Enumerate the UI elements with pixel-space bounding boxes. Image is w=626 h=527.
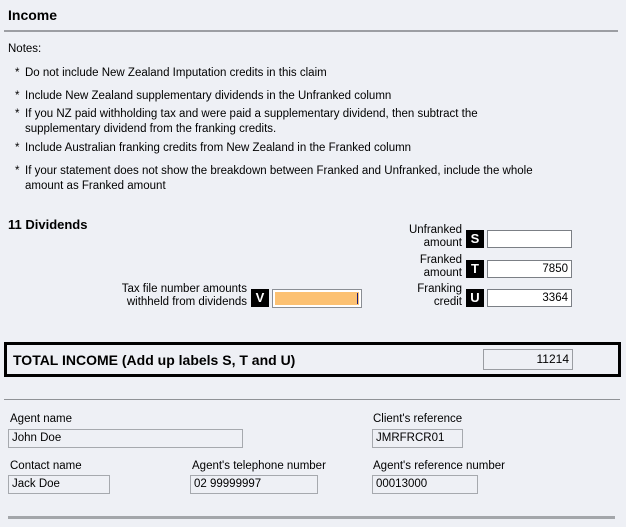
contact-name-label: Contact name [10,460,82,472]
notes-heading: Notes: [8,43,42,55]
franking-credit-label: Franking credit [417,283,462,308]
note-item [15,164,560,194]
note-text: If your statement does not show the breakdown between Franked and Unfranked, include the whole amount as Franked amount [25,165,533,192]
agent-reference-field[interactable]: 00013000 [372,475,478,494]
section-divider [4,399,620,400]
agent-reference-label: Agent's reference number [373,460,505,472]
total-income-value: 11214 [483,349,573,370]
total-income-label: TOTAL INCOME (Add up labels S, T and U) [13,352,296,368]
contact-name-field[interactable]: Jack Doe [8,475,110,494]
bullet: * [15,108,20,120]
note-item [15,89,391,104]
note-text: If you NZ paid withholding tax and were paid a supplementary dividend, then subtract the supplementary dividend from the franking credits. [25,108,478,135]
label-tag-u: U [466,289,484,307]
text-caret [357,293,358,304]
note-text: Include Australian franking credits from New Zealand in the Franked column [25,142,412,154]
agent-telephone-field[interactable]: 02 99999997 [190,475,318,494]
franking-credit-input[interactable]: 3364 [487,289,572,307]
note-item [15,66,327,81]
agent-telephone-label: Agent's telephone number [192,460,326,472]
bullet: * [15,165,20,177]
franked-amount-label: Franked amount [419,254,462,279]
tfn-withheld-label: Tax file number amounts withheld from dividends [121,283,247,308]
total-income-box [4,342,621,377]
note-item [15,107,540,137]
bullet: * [15,142,20,154]
note-text: Include New Zealand supplementary dividends in the Unfranked column [25,90,392,102]
clients-reference-field[interactable]: JMRFRCR01 [372,429,463,448]
agent-name-field[interactable]: John Doe [8,429,243,448]
page-title: Income [8,7,58,23]
tfn-withheld-highlight [275,292,359,305]
dividends-heading: 11 Dividends [8,217,88,232]
title-divider [4,30,618,32]
tfn-withheld-input[interactable] [272,289,362,308]
unfranked-amount-label: Unfranked amount [408,224,462,249]
label-tag-t: T [466,260,484,278]
bullet: * [15,67,20,79]
clients-reference-label: Client's reference [373,413,463,425]
bullet: * [15,90,20,102]
note-item [15,141,411,156]
agent-name-label: Agent name [10,413,73,425]
label-tag-s: S [466,230,484,248]
note-text: Do not include New Zealand Imputation credits in this claim [25,67,327,79]
label-tag-v: V [251,289,269,307]
bottom-divider [8,516,615,519]
franked-amount-input[interactable]: 7850 [487,260,572,278]
unfranked-amount-input[interactable] [487,230,572,248]
